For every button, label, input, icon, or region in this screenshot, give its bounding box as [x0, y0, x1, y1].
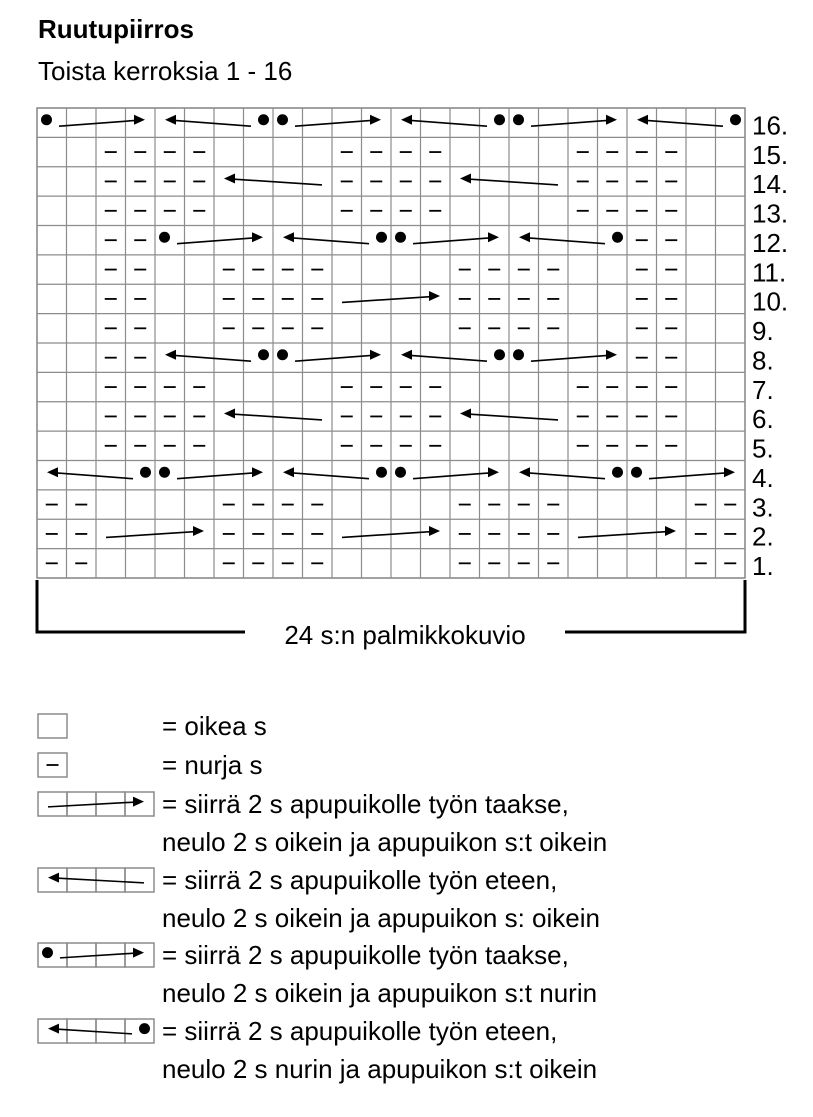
row-label: 10. [752, 286, 789, 317]
row-label: 12. [752, 227, 789, 258]
row-label: 11. [752, 257, 787, 288]
row-label: 5. [752, 433, 774, 464]
legend-text: = nurja s [162, 750, 263, 780]
row-label: 9. [752, 316, 774, 346]
cable-symbol-c4 [637, 114, 741, 126]
row-label: 15. [752, 139, 789, 170]
legend-text: = siirrä 2 s apupuikolle työn eteen, [162, 1016, 558, 1046]
row-label: 2. [752, 521, 774, 552]
legend-purl-icon [38, 753, 67, 777]
cable-symbol-c3 [513, 114, 617, 126]
row-label: 7. [752, 374, 774, 405]
chart-subtitle: Toista kerroksia 1 - 16 [38, 56, 293, 86]
chart-grid [37, 108, 745, 578]
row-label: 1. [752, 551, 774, 581]
cable-symbol-c4 [401, 114, 505, 126]
legend-cable-left-purl-icon [38, 1019, 154, 1043]
row-label: 4. [752, 462, 774, 493]
row-labels [752, 110, 788, 581]
legend-text: neulo 2 s nurin ja apupuikon s:t oikein [162, 1053, 598, 1084]
row-label: 16. [752, 110, 789, 141]
repeat-label: 24 s:n palmikkokuvio [284, 620, 526, 650]
cable-symbol-c4 [283, 232, 387, 244]
cable-symbol-c3 [631, 467, 735, 479]
legend-text: = siirrä 2 s apupuikolle työn taakse, [162, 789, 569, 819]
cable-symbol-c3 [277, 349, 381, 361]
legend-cable-left-icon [38, 868, 154, 892]
legend-cable-right-purl-icon [38, 943, 154, 967]
row-label: 14. [752, 169, 789, 200]
cable-symbol-c4 [165, 114, 269, 126]
cable-symbol-c4 [47, 467, 151, 479]
cable-symbol-c4 [519, 467, 623, 479]
legend-text: neulo 2 s oikein ja apupuikon s: oikein [162, 902, 600, 933]
row-label: 13. [752, 198, 789, 229]
legend-text: neulo 2 s oikein ja apupuikon s:t oikein [162, 826, 608, 857]
row-label: 3. [752, 492, 774, 523]
legend-knit-icon [38, 714, 67, 738]
cable-symbol-c4 [165, 349, 269, 361]
legend-symbols [38, 714, 154, 1043]
row-label: 8. [752, 345, 774, 376]
chart-title: Ruutupiirros [38, 14, 194, 44]
cable-symbol-c3 [159, 232, 263, 244]
legend-text: neulo 2 s oikein ja apupuikon s:t nurin [162, 977, 598, 1008]
cable-symbol-c4 [283, 467, 387, 479]
cable-symbol-c3 [395, 467, 499, 479]
cable-symbol-c4 [401, 349, 505, 361]
cable-symbol-c3 [159, 467, 263, 479]
cable-symbol-c3 [513, 349, 617, 361]
row-label: 6. [752, 404, 774, 435]
legend-text: = siirrä 2 s apupuikolle työn taakse, [162, 940, 569, 970]
legend-text: = oikea s [162, 711, 267, 741]
legend-cable-right-icon [38, 792, 154, 816]
cable-symbol-c3 [41, 114, 145, 126]
cable-symbol-c3 [395, 232, 499, 244]
cable-symbol-c3 [277, 114, 381, 126]
cable-symbol-c4 [519, 232, 623, 244]
repeat-bracket [37, 580, 745, 650]
legend-text: = siirrä 2 s apupuikolle työn eteen, [162, 865, 558, 895]
